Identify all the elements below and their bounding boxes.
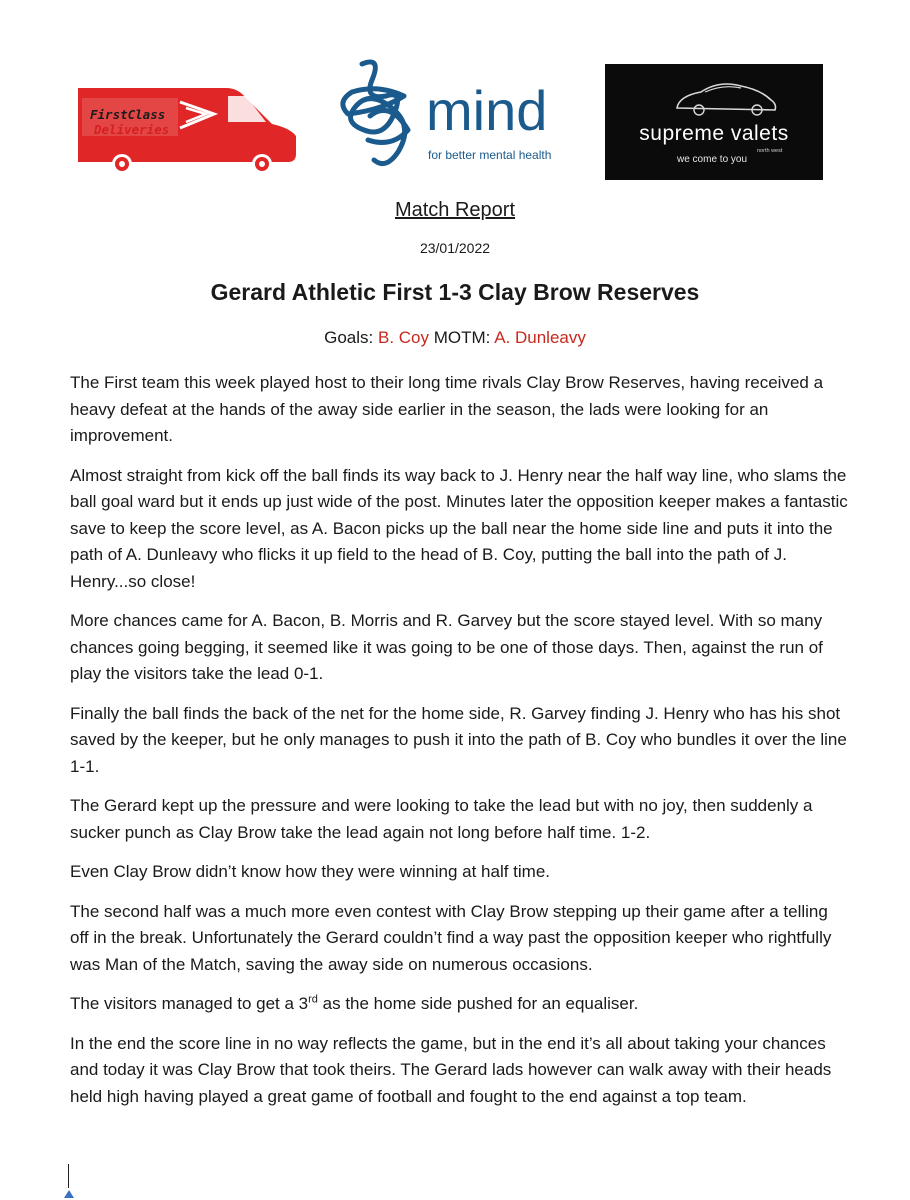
paragraph: Finally the ball finds the back of the net for the home side, R. Garvey finding J. Henry who has his shot saved by the keeper, but he only manages to push it into the path of B. Coy who bundles it over the line 1-1. bbox=[70, 703, 847, 776]
paragraph: Even Clay Brow didn’t know how they were winning at half time. bbox=[70, 862, 551, 881]
supreme-valets-region: north west bbox=[757, 148, 783, 154]
report-heading: Match Report bbox=[394, 199, 516, 221]
motm-player: A. Dunleavy bbox=[494, 328, 586, 347]
mind-logo bbox=[334, 56, 592, 174]
p8-after: as the home side pushed for an equaliser. bbox=[317, 994, 639, 1013]
ordinal-suffix: rd bbox=[308, 993, 318, 1006]
goals-label: Goals: bbox=[324, 328, 374, 347]
goals-motm-line bbox=[0, 328, 910, 348]
report-date: 23/01/2022 bbox=[419, 240, 491, 256]
goals-scorer: B. Coy bbox=[377, 328, 430, 347]
van-text-deliveries: Deliveries bbox=[94, 122, 170, 137]
paragraph: In the end the score line in no way reflects the game, but in the end it’s all about taking your chances and today it was Clay Brow that took theirs. The Gerard lads however can walk away with their heads held high having played a great game of football and fought to the end against a top team. bbox=[70, 1033, 832, 1106]
paragraph: The Gerard kept up the pressure and were looking to take the lead but with no joy, then suddenly a sucker punch as Clay Brow take the lead again not long before half time. 1-2. bbox=[70, 796, 813, 842]
motm-label: MOTM: bbox=[433, 328, 491, 347]
car-icon bbox=[605, 64, 823, 124]
sponsor-logos bbox=[0, 0, 910, 190]
match-title: Gerard Athletic First 1-3 Clay Brow Reserves bbox=[210, 279, 700, 305]
paragraph: The second half was a much more even contest with Clay Brow stepping up their game after a telling off in the break. Unfortunately the Gerard couldn’t find a way past the opposition keeper who rightfully was Man of the Match, saving the away side on numerous occasions. bbox=[70, 901, 832, 974]
van-text-firstclass: FirstClass bbox=[90, 107, 166, 122]
report-body bbox=[70, 370, 850, 1123]
paragraph: Almost straight from kick off the ball finds its way back to J. Henry near the half way line, who slams the ball goal ward but it ends up just wide of the post. Minutes later the opposition keeper makes a fantastic save to keep the score level, as A. Bacon picks up the ball near the home side line and puts it into the path of A. Dunleavy who flicks it up field to the head of B. Coy, putting the ball into the path of J. Henry...so close! bbox=[70, 465, 848, 591]
mind-tagline: for better mental health bbox=[428, 148, 552, 162]
paragraph: The First team this week played host to their long time rivals Clay Brow Reserves, having received a heavy defeat at the hands of the away side earlier in the season, the lads were looking for an improvement. bbox=[70, 373, 824, 445]
selection-caret-icon bbox=[64, 1190, 74, 1198]
paragraph bbox=[70, 991, 850, 1018]
supreme-valets-title: supreme valets bbox=[639, 122, 789, 145]
text-cursor bbox=[68, 1164, 69, 1188]
p8-before: The visitors managed to get a 3 bbox=[70, 994, 309, 1013]
mind-wordmark: mind bbox=[426, 79, 548, 142]
supreme-valets-tagline: we come to you bbox=[677, 154, 748, 165]
firstclass-deliveries-logo bbox=[76, 84, 309, 176]
paragraph: More chances came for A. Bacon, B. Morris and R. Garvey but the score stayed level. With so many chances going begging, it seemed like it was going to be one of those days. Then, against the run of play the visitors take the lead 0-1. bbox=[70, 611, 823, 683]
supreme-valets-logo bbox=[605, 64, 823, 180]
